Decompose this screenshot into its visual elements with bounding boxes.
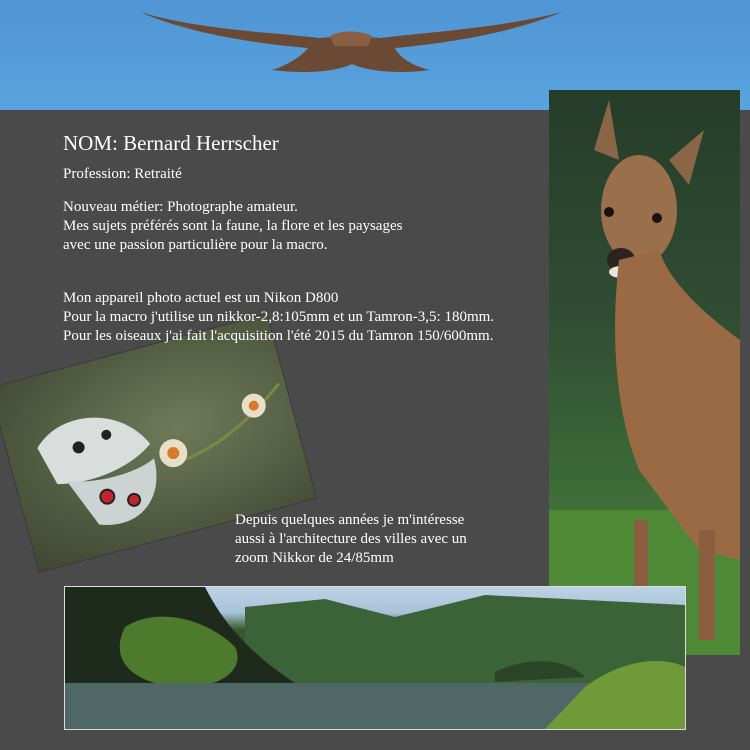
architecture-line: aussi à l'architecture des villes avec un — [235, 531, 467, 547]
camera-paragraph — [63, 289, 494, 346]
camera-line: Mon appareil photo actuel est un Nikon D800 — [63, 290, 339, 306]
new-job-line: avec une passion particulière pour la macro. — [63, 237, 328, 253]
lake-panorama-photo — [64, 586, 686, 730]
new-job-line: Mes sujets préférés sont la faune, la flore et les paysages — [63, 218, 403, 234]
photographer-name: NOM: Bernard Herrscher — [63, 131, 279, 155]
architecture-line: zoom Nikkor de 24/85mm — [235, 550, 394, 566]
new-job-line: Nouveau métier: Photographe amateur. — [63, 199, 298, 215]
architecture-paragraph — [235, 511, 467, 568]
camera-line: Pour la macro j'utilise un nikkor-2,8:105mm et un Tamron-3,5: 180mm. — [63, 309, 495, 325]
lake-illustration — [65, 587, 685, 729]
architecture-line: Depuis quelques années je m'intéresse — [235, 512, 465, 528]
new-job-paragraph — [63, 198, 402, 255]
deer-photo — [549, 90, 740, 655]
deer-illustration — [549, 90, 740, 655]
camera-line: Pour les oiseaux j'ai fait l'acquisition l'été 2015 du Tamron 150/600mm. — [63, 328, 494, 344]
profession-line: Profession: Retraité — [63, 166, 182, 182]
